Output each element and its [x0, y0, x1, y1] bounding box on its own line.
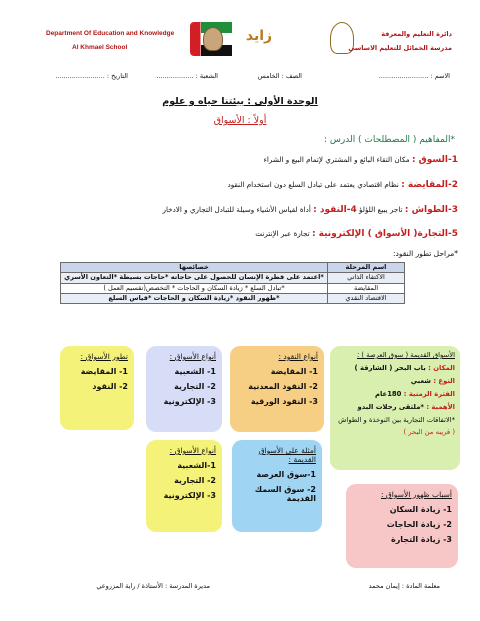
list-item: 1- الشعبية [174, 367, 216, 376]
term-tawash-money [20, 205, 458, 215]
term-ecommerce [20, 229, 458, 239]
table-header-stage: اسم المرحلة [328, 263, 405, 273]
grade-field: الصف : الخامس [257, 72, 302, 80]
term-tawash-num: 3- [447, 205, 458, 215]
table-row-features: *اعتمد على فطرة الإنسان للحصول على حاجاته *حاجات بسيطة *التعاون الأسري [61, 273, 328, 283]
old-markets-type: شعبي [410, 377, 431, 385]
table-row-features: *تبادل السلع * زيادة السكان و الحاجات * التخصص(تقسيم العمل ) [61, 283, 328, 293]
term-money-def: أداة لقياس الأشياء وسيلة للتبادل التجاري و الادخار [162, 205, 311, 214]
school-name-ar: مدرسة الخمائل للتعليم الاساسي [348, 44, 452, 52]
money-types-title: أنواع النقود : [278, 352, 318, 361]
list-item: 1-الشعبية [177, 461, 216, 470]
old-markets-type-label: النوع : [433, 377, 455, 385]
market-evolution-box [60, 346, 134, 430]
principal-name: مديرة المدرسة : الأستاذة / راية المزروعي [96, 582, 210, 590]
money-types-box [230, 346, 324, 432]
old-markets-place: باب البحر ( الشارقة ) [354, 364, 426, 372]
old-markets-importance-label: الأهمية : [426, 403, 455, 411]
market-reasons-title: أسباب ظهور الأسواق : [380, 490, 452, 499]
market-types-title-2: أنواع الأسواق : [169, 446, 216, 455]
stages-title: *مراحل تطور النقود: [393, 249, 458, 258]
list-item: 1- المقايضة [270, 367, 318, 376]
term-barter-def: نظام اقتصادي يعتمد على تبادل السلع دون استخدام النقود [227, 180, 399, 189]
lesson-title: أولاً : الأسواق [213, 115, 267, 126]
table-row-features: *ظهور النقود *زيادة السكان و الحاجات *قياس السلع [61, 293, 328, 303]
term-ecommerce-num: 5- [447, 229, 458, 239]
list-item: 2- التجارية [174, 476, 216, 485]
table-row-stage: المقايضة [328, 283, 405, 293]
list-item: 3- الإلكترونية [163, 491, 216, 500]
term-tawash-def: تاجر يبيع اللؤلؤ [359, 205, 403, 214]
list-item: 2- التجارية [174, 382, 216, 391]
list-item: 2- زيادة الحاجات [386, 520, 452, 529]
uae-flag-logo [190, 22, 232, 56]
term-barter-name: المقايضة : [401, 180, 448, 190]
old-markets-place-label: المكان : [428, 364, 455, 372]
date-field: التاريخ : ........................ [55, 72, 128, 80]
list-item: 2- سوق السمك القديمة [254, 485, 316, 503]
list-item: 1-سوق العرصة [256, 470, 316, 479]
list-item: 3- النقود الورقية [250, 397, 318, 406]
term-ecommerce-def: تجارة عبر الإنترنت [255, 229, 310, 238]
division-field: الشعبة : .................. [156, 72, 218, 80]
market-types-title-1: أنواع الأسواق : [169, 352, 216, 361]
market-types-box-1 [146, 346, 222, 432]
old-markets-note: *الاتفاقات التجارية بين النوخذة و الطواش [338, 416, 455, 424]
list-item: 1- المقايضة [80, 367, 128, 376]
list-item: 3- الإلكترونية [163, 397, 216, 406]
department-name-en: Department Of Education and Knowledge [46, 30, 175, 37]
term-barter-num: 2- [447, 180, 458, 190]
list-item: 3- زيادة التجارة [390, 535, 452, 544]
term-market-label: 1- [447, 155, 458, 165]
zayed-logo-text: زايد [245, 28, 273, 44]
term-barter [20, 180, 458, 190]
old-markets-examples-box [232, 440, 322, 532]
stages-table [60, 262, 405, 304]
old-markets-note2: ( قريبه من البحر ) [403, 428, 455, 436]
school-name-en: Al Khmael School [72, 44, 128, 51]
old-markets-period-label: الفترة الزمنية : [403, 390, 455, 398]
unit-title: الوحدة الأولى : بيئتنا حياه و علوم [162, 96, 318, 107]
teacher-name: معلمة المادة : إيمان محمد [368, 582, 440, 590]
term-ecommerce-name: التجارة( الأسواق ) الإلكترونية : [311, 229, 448, 239]
term-market-def: مكان التقاء البائع و المشتري لإتمام البيع و الشراء [263, 155, 410, 164]
market-types-box-2 [146, 440, 222, 532]
term-market-name: السوق : [411, 155, 448, 165]
table-row-stage: الاكتفاء الذاتي [328, 273, 405, 283]
list-item: 2- النقود المعدنية [248, 382, 318, 391]
market-reasons-box [346, 484, 458, 568]
old-markets-examples-title: أمثلة على الأسواق القديمة : [258, 446, 316, 464]
department-name-ar: دائرة التعليم والمعرفة [381, 30, 452, 38]
market-evolution-title: تطور الأسواق : [80, 352, 128, 361]
table-row-stage: الاقتصاد النقدي [328, 293, 405, 303]
old-markets-title: الأسواق القديمة ( سوق العرصة ) : [356, 351, 455, 359]
list-item: 1- زيادة السكان [389, 505, 452, 514]
term-money-name: 4-النقود : [313, 205, 357, 215]
table-header-features: خصائصها [61, 263, 328, 273]
term-market [20, 155, 458, 165]
student-name-field: الاسم : ........................ [378, 72, 450, 80]
zayed-year-logo [240, 22, 278, 56]
concepts-title: *المفاهيم ( المصطلحات ) الدرس : [324, 135, 455, 145]
list-item: 2- النقود [92, 382, 128, 391]
old-markets-box [330, 346, 460, 470]
term-tawash-name: الطواش : [404, 205, 448, 215]
old-markets-importance: *ملتقى رحلات البدو [357, 403, 424, 411]
old-markets-period: 180عام [375, 390, 402, 398]
